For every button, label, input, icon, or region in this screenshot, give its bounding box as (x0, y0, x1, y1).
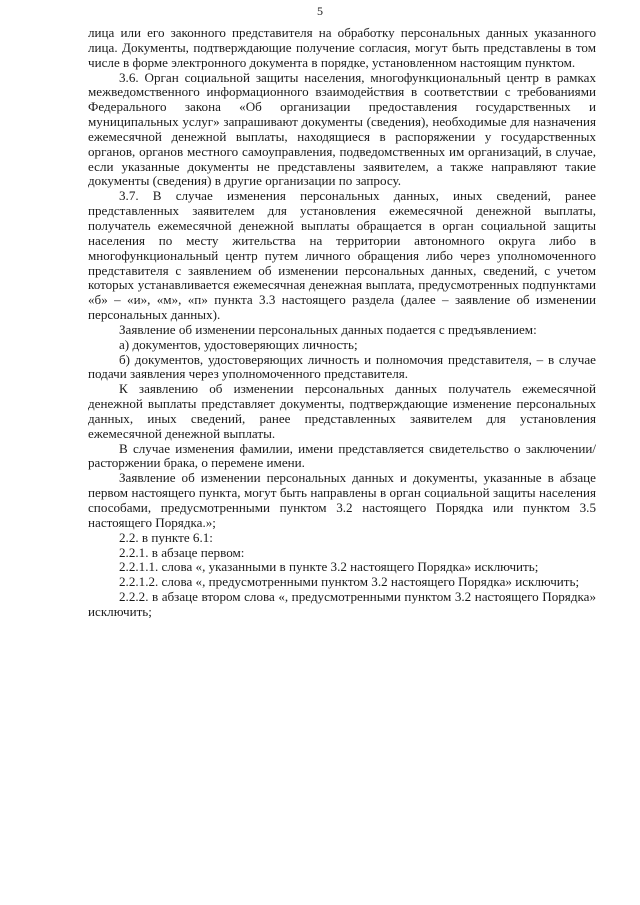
paragraph-2-2-1-2: 2.2.1.2. слова «, предусмотренными пунктом 3.2 настоящего Порядка» исключить; (119, 574, 580, 590)
paragraph-2-2-1-1: 2.2.1.1. слова «, указанными в пункте 3.2 настоящего Порядка» исключить; (119, 559, 539, 575)
page-number: 5 (317, 4, 323, 18)
list-item-b: б) документов, удостоверяющих личность и полномочия представителя, – в случае подачи заявления через уполномоченного представителя. (88, 351, 596, 382)
list-item-a: а) документов, удостоверяющих личность; (119, 336, 358, 352)
paragraph-supporting-documents: К заявлению об изменении персональных данных получатель ежемесячной денежной выплаты представляет документы, подтверждающие изменение персональных данных, иных сведений, ранее представленных заявителем для установления ежемесячной денежной выплаты. (88, 381, 596, 441)
paragraph-name-change: В случае изменения фамилии, имени представляется свидетельство о заключении/расторжении брака, о перемене имени. (88, 440, 596, 471)
paragraph-3-7: 3.7. В случае изменения персональных данных, иных сведений, ранее представленных заявителем для установления ежемесячной денежной выплаты, получатель ежемесячной денежной выплаты обращается в орган социальной защиты населения по месту жительства на территории автономного округа либо в многофункциональный центр путем личного обращения либо через уполномоченного представителя с заявлением об изменении персональных данных, сведений, с учетом которых устанавливается ежемесячная денежная выплата, предусмотренных подпунктами «б» – «и», «м», «п» пункта 3.3 настоящего раздела (далее – заявление об изменении персональных данных). (88, 188, 596, 323)
paragraph-2-2: 2.2. в пункте 6.1: (119, 529, 213, 545)
document-body (88, 26, 596, 620)
paragraph-2-2-1: 2.2.1. в абзаце первом: (119, 544, 245, 560)
paragraph-2-2-2: 2.2.2. в абзаце втором слова «, предусмотренными пунктом 3.2 настоящего Порядка» исключить; (88, 589, 596, 619)
paragraph-3-6: 3.6. Орган социальной защиты населения, многофункциональный центр в рамках межведомственного информационного взаимодействия в соответствии с требованиями Федерального закона «Об организации предоставления государственных и муниципальных услуг» запрашивают документы (сведения), необходимые для назначения ежемесячной денежной выплаты, находящиеся в распоряжении у государственных органов, органов местного самоуправления, подведомственных им организаций, в случае, если указанные документы не представлены заявителем, а также направляют такие документы (сведения) в другие организации по запросу. (88, 69, 596, 189)
paragraph-submission-methods: Заявление об изменении персональных данных и документы, указанные в абзаце первом настоящего пункта, могут быть направлены в орган социальной защиты населения способами, предусмотренными пунктом 3.2 настоящего Порядка или пунктом 3.5 настоящего Порядка.»; (88, 470, 596, 530)
paragraph-consent-continuation: лица или его законного представителя на обработку персональных данных указанного лица. Документы, подтверждающие получение согласия, могут быть представлены в том числе в форме электронного документа в порядке, установленном настоящим пунктом. (88, 25, 596, 70)
paragraph-application-submission: Заявление об изменении персональных данных подается с предъявлением: (119, 321, 537, 337)
